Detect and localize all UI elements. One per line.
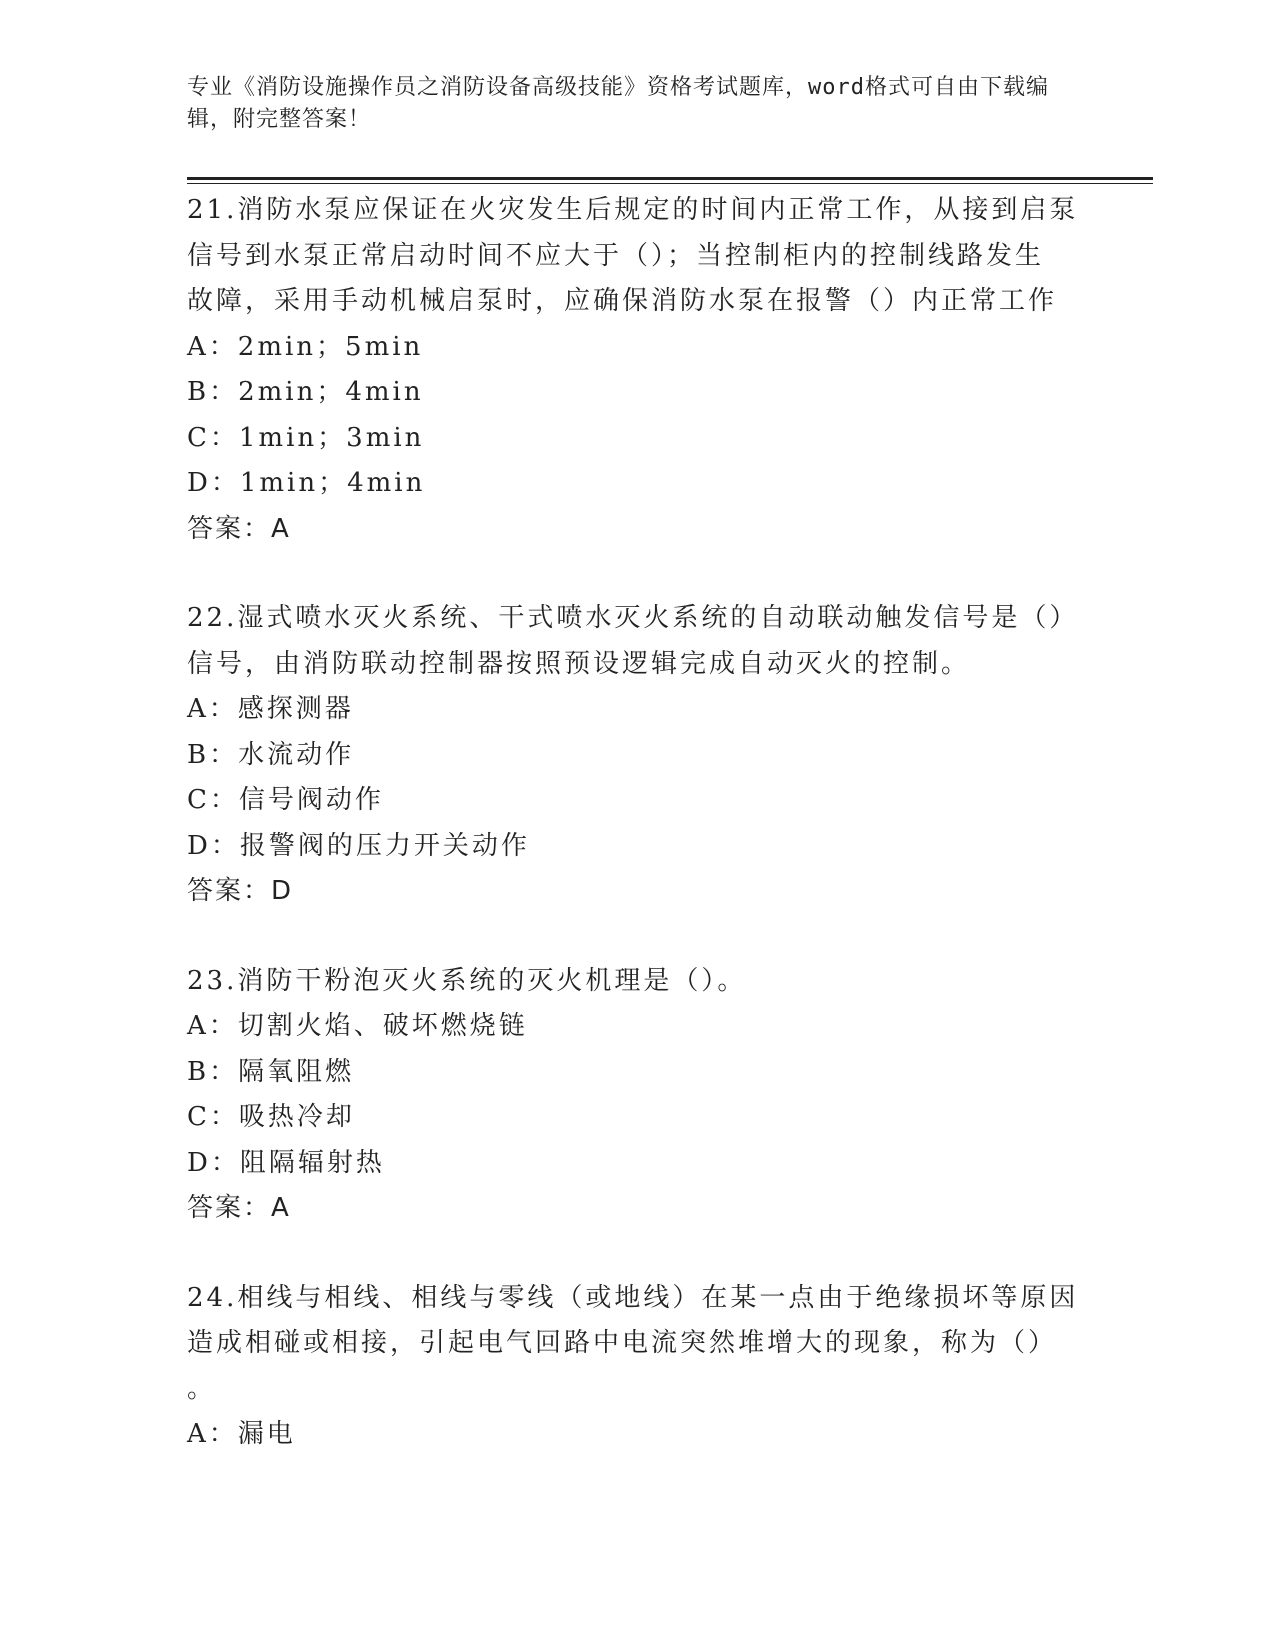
option-b: B：隔氧阻燃 (187, 1056, 355, 1087)
question-stem-line: 信号，由消防联动控制器按照预设逻辑完成自动灭火的控制。 (187, 648, 971, 679)
option-b: B：水流动作 (187, 739, 355, 770)
document-header: 专业《消防设施操作员之消防设备高级技能》资格考试题库，word格式可自由下载编辑，附完整答案！ (187, 75, 1049, 132)
question-stem (187, 1276, 1087, 1413)
header-divider-thin (187, 183, 1153, 184)
question-stem-line: 信号到水泵正常启动时间不应大于（）；当控制柜内的控制线路发生 (187, 240, 1045, 271)
option-a: A：2min；5min (187, 331, 424, 362)
question-stem (187, 959, 1087, 1005)
option-d: D：报警阀的压力开关动作 (187, 830, 530, 861)
option-a: A：切割火焰、破坏燃烧链 (187, 1011, 528, 1041)
question-stem-line: 造成相碰或相接，引起电气回路中电流突然堆增大的现象，称为（） (187, 1328, 1058, 1358)
answer-text: 答案：A (187, 513, 291, 544)
question-24 (187, 1276, 1087, 1458)
option-a: A：感探测器 (187, 694, 354, 724)
option-c: C：吸热冷却 (187, 1102, 355, 1132)
answer-text: 答案：D (187, 876, 294, 906)
question-21 (187, 188, 1087, 552)
question-23 (187, 959, 1087, 1232)
question-list (187, 188, 1087, 1502)
option-d: D：阻隔辐射热 (187, 1147, 385, 1178)
question-stem (187, 188, 1087, 325)
question-stem-line: 21.消防水泵应保证在火灾发生后规定的时间内正常工作，从接到启泵 (187, 195, 1079, 225)
option-b: B：2min；4min (187, 377, 424, 407)
question-stem-line: 24.相线与相线、相线与零线（或地线）在某一点由于绝缘损坏等原因 (187, 1282, 1079, 1313)
header-divider-thick (187, 177, 1153, 180)
option-a: A：漏电 (187, 1419, 296, 1449)
question-stem-line: 。 (187, 1373, 217, 1404)
option-d: D：1min；4min (187, 468, 426, 498)
question-stem-line: 故障，采用手动机械启泵时，应确保消防水泵在报警（）内正常工作 (187, 286, 1058, 316)
question-stem-line: 23.消防干粉泡灭火系统的灭火机理是（）。 (187, 965, 747, 996)
question-22 (187, 596, 1087, 915)
option-c: C：信号阀动作 (187, 785, 384, 815)
option-c: C：1min；3min (187, 422, 425, 453)
answer-text: 答案：A (187, 1193, 291, 1223)
question-stem-line: 22.湿式喷水灭火系统、干式喷水灭火系统的自动联动触发信号是（） (187, 603, 1079, 633)
question-stem (187, 596, 1087, 687)
